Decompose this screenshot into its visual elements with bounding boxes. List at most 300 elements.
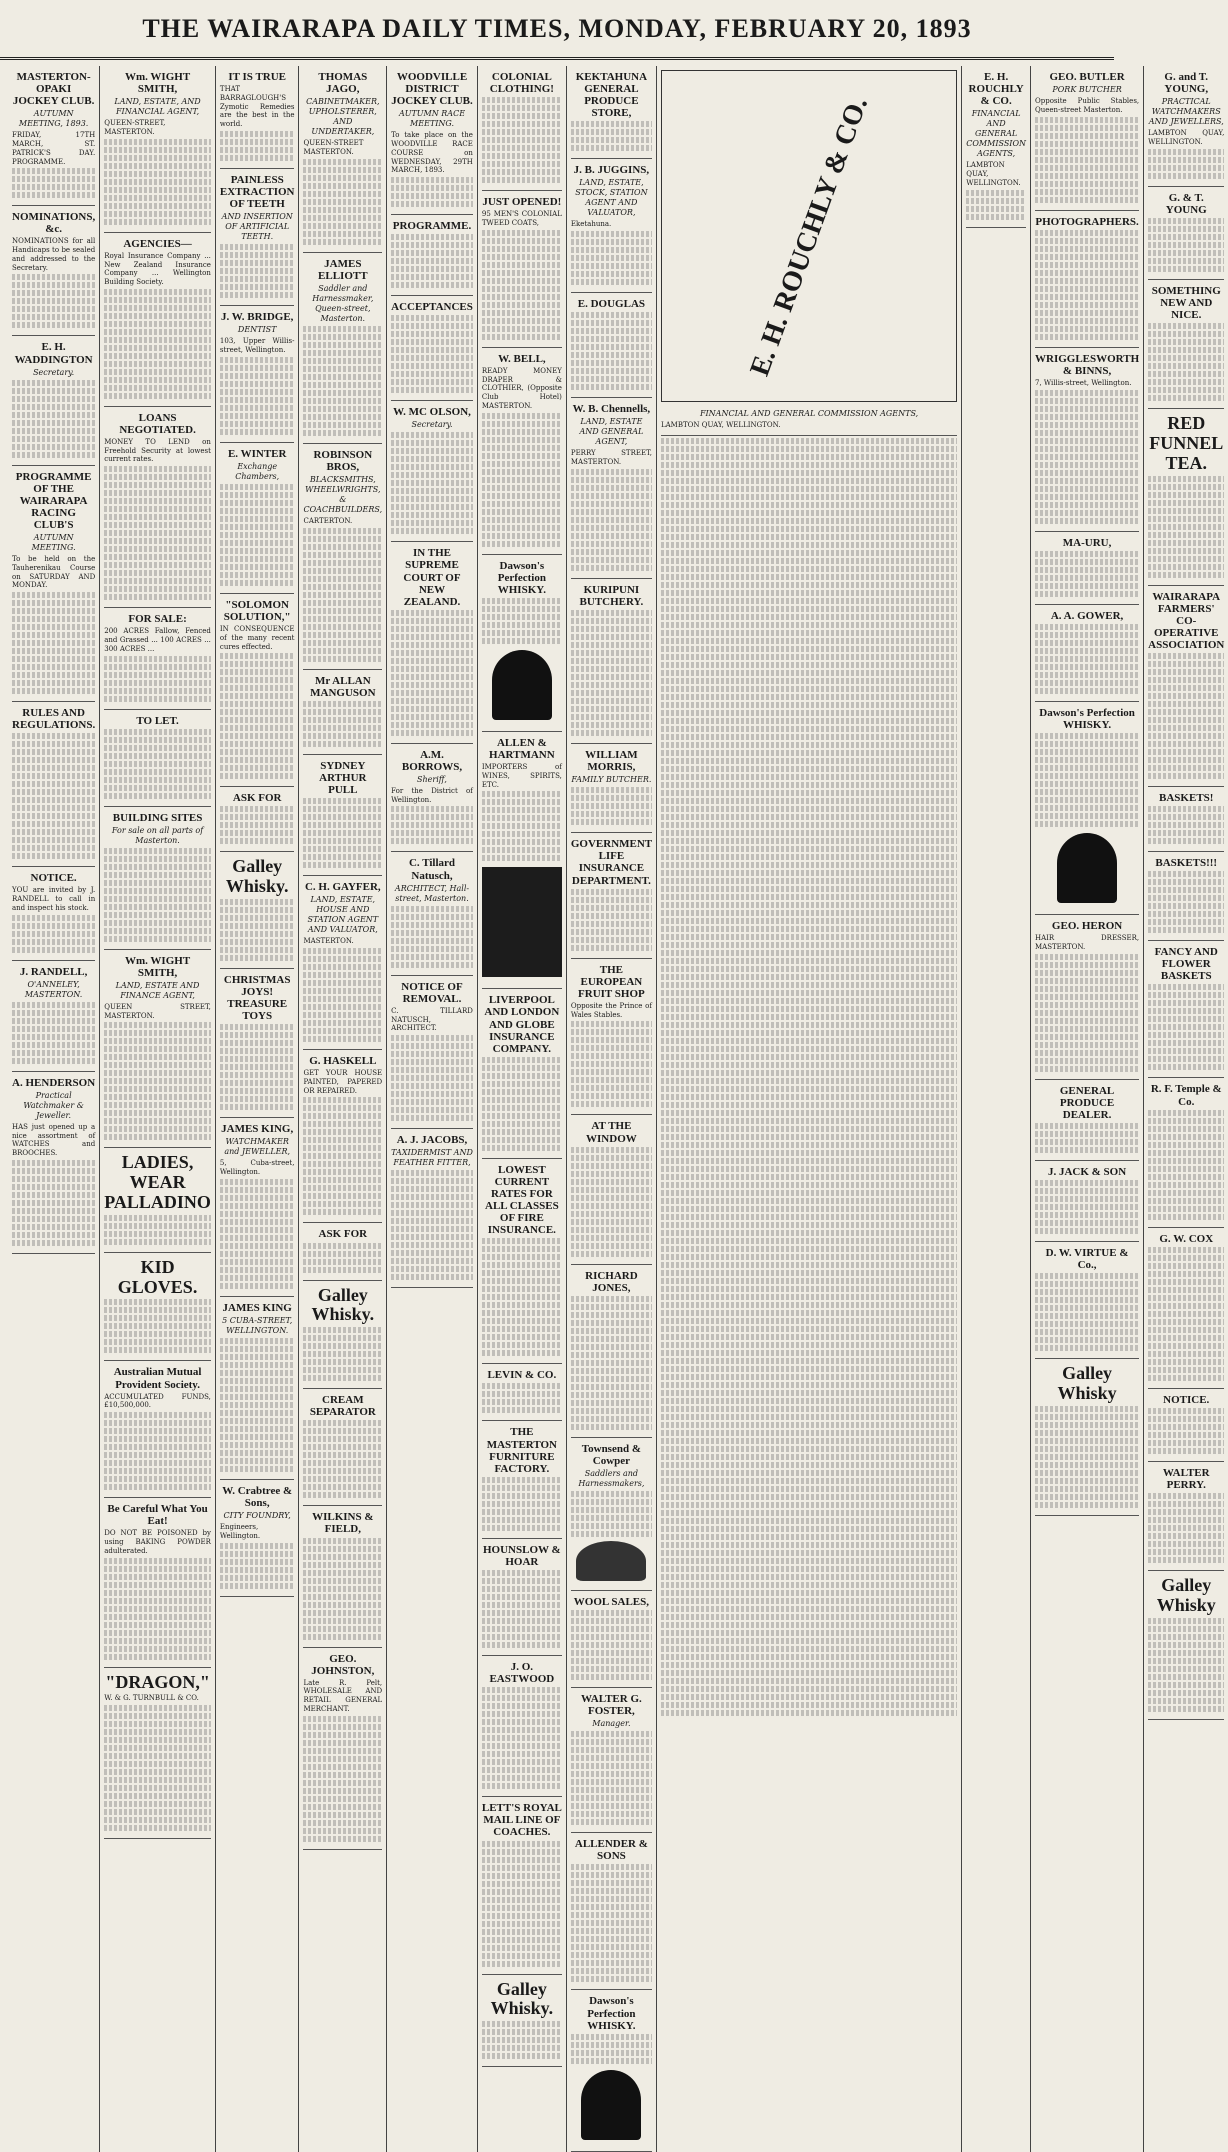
- ad-filler-lines: [1148, 984, 1224, 1070]
- ad-filler-lines: [303, 159, 382, 245]
- ad-title: C. H. GAYFER,: [304, 881, 381, 894]
- ad-title: LEVIN & CO.: [487, 1369, 557, 1382]
- advertisement: [104, 1361, 211, 1498]
- rotated-ad-subtitle: FINANCIAL AND GENERAL COMMISSION AGENTS, LAMBTON QUAY, WELLINGTON.: [661, 406, 957, 436]
- ad-title: LADIES, WEAR PALLADINO: [104, 1152, 211, 1213]
- advertisement: [391, 542, 473, 743]
- ad-filler-lines: [220, 244, 295, 298]
- ad-filler-lines: [1035, 954, 1139, 1072]
- advertisement: [1148, 1389, 1224, 1462]
- ad-title: PAINLESS EXTRACTION OF TEETH: [219, 173, 295, 211]
- ad-body-text: LAMBTON QUAY, WELLINGTON.: [1148, 129, 1225, 146]
- ad-filler-lines: [571, 1021, 652, 1107]
- advertisement: [220, 852, 295, 969]
- advertisement: [482, 555, 562, 732]
- column-7: [567, 66, 657, 2152]
- advertisement: [220, 443, 295, 594]
- ad-title: W. B. Chennells,: [572, 403, 651, 416]
- ad-filler-lines: [571, 121, 652, 151]
- ad-filler-lines: [482, 791, 562, 861]
- ad-filler-lines: [1148, 1110, 1224, 1220]
- ad-filler-lines: [391, 234, 473, 288]
- ad-filler-lines: [391, 610, 473, 736]
- ad-body-text: IMPORTERS of WINES, SPIRITS, ETC.: [481, 763, 562, 789]
- advertisement: [303, 670, 382, 755]
- ad-filler-lines: [571, 1296, 652, 1430]
- ad-filler-lines: [220, 1024, 295, 1110]
- ad-title: G. W. COX: [1159, 1232, 1214, 1245]
- ad-title: WILKINS & FIELD,: [312, 1511, 374, 1536]
- ad-title: JAMES KING: [222, 1301, 292, 1314]
- ad-filler-lines: [104, 466, 211, 600]
- advertisement: [571, 1265, 652, 1438]
- ad-title: TO LET.: [136, 714, 179, 727]
- ad-filler-lines: [966, 190, 1026, 220]
- ad-title: JAMES ELLIOTT: [318, 257, 368, 282]
- ad-subtitle: Practical Watchmaker & Jeweller.: [23, 1090, 84, 1120]
- ad-filler-lines: [104, 1022, 211, 1140]
- ad-title: G. & T. YOUNG: [1165, 191, 1207, 216]
- ad-title: JAMES KING,: [221, 1123, 294, 1136]
- advertisement: [391, 66, 473, 215]
- advertisement: [303, 1050, 382, 1223]
- advertisement: [571, 1115, 652, 1264]
- ad-title: PROGRAMME.: [392, 220, 472, 233]
- advertisement: [1148, 409, 1224, 585]
- ad-title: WALTER PERRY.: [1162, 1466, 1210, 1491]
- ad-filler-lines: [303, 326, 382, 436]
- ad-filler-lines: [220, 1179, 295, 1289]
- ad-filler-lines: [391, 1035, 473, 1121]
- ad-subtitle: Sheriff,: [417, 774, 447, 784]
- ad-subtitle: CABINETMAKER, UPHOLSTERER, AND UNDERTAKER,: [306, 97, 380, 137]
- rotated-advertisement: [661, 70, 957, 402]
- ad-body-text: Opposite the Prince of Wales Stables.: [570, 1001, 652, 1019]
- ad-subtitle: Secretary.: [33, 367, 75, 377]
- column-3: [216, 66, 300, 2152]
- ad-filler-lines: [1148, 218, 1224, 272]
- ad-filler-lines: [571, 610, 652, 736]
- ad-filler-lines: [104, 1412, 211, 1490]
- ad-body-text: HAIR DRESSER, MASTERTON.: [1035, 934, 1140, 951]
- advertisement: [571, 1833, 652, 1990]
- ad-body-text: GET YOUR HOUSE PAINTED, PAPERED OR REPAIRED.: [303, 1069, 383, 1095]
- ad-title: A.M. BORROWS,: [401, 748, 463, 773]
- ad-subtitle: BLACKSMITHS, WHEELWRIGHTS, & COACHBUILDERS,: [303, 475, 383, 515]
- ad-filler-lines: [571, 787, 652, 825]
- ad-filler-lines: [220, 484, 295, 586]
- ad-title: "SOLOMON SOLUTION,": [223, 598, 291, 623]
- ad-title: Wm. WIGHT SMITH,: [124, 71, 191, 96]
- ad-body-text: C. TILLARD NATUSCH, ARCHITECT.: [391, 1006, 473, 1033]
- ad-filler-lines: [12, 168, 95, 198]
- ad-filler-lines: [1148, 653, 1224, 779]
- ad-title: GEO. HERON: [1051, 920, 1123, 932]
- ad-title: WILLIAM MORRIS,: [585, 749, 638, 774]
- ad-title: IT IS TRUE: [228, 71, 287, 83]
- newspaper-title: THE WAIRARAPA DAILY TIMES, MONDAY, FEBRUARY 20, 1893: [142, 13, 972, 43]
- ad-filler-lines: [104, 848, 211, 942]
- ad-title: E. WINTER: [227, 447, 287, 460]
- ad-title: E. H. WADDINGTON: [14, 341, 93, 366]
- advertisement: [220, 1297, 295, 1480]
- ad-title: WAIRARAPA FARMERS' CO-OPERATIVE ASSOCIATION: [1148, 590, 1225, 651]
- ad-title: HOUNSLOW & HOAR: [482, 1543, 561, 1568]
- ad-filler-lines: [104, 1215, 211, 1245]
- ad-title: RED FUNNEL TEA.: [1149, 413, 1224, 473]
- ad-subtitle: LAND, ESTATE, STOCK, STATION AGENT AND VALUATOR,: [575, 178, 648, 218]
- advertisement: [303, 755, 382, 876]
- ad-title: FOR SALE:: [128, 613, 187, 626]
- ad-filler-lines: [482, 1383, 562, 1413]
- ad-filler-lines: [1148, 871, 1224, 933]
- ad-subtitle: PORK BUTCHER: [1052, 85, 1122, 95]
- column-9: [962, 66, 1031, 2152]
- ad-filler-lines: [1148, 323, 1224, 401]
- ad-title: MA-URU,: [1062, 536, 1112, 549]
- ad-subtitle: AUTUMN MEETING.: [31, 533, 76, 553]
- ad-title: CHRISTMAS JOYS! TREASURE TOYS: [223, 973, 291, 1023]
- ad-title: RICHARD JONES,: [585, 1269, 638, 1294]
- ad-title: CREAM SEPARATOR: [309, 1394, 376, 1419]
- ad-filler-lines: [220, 806, 295, 844]
- ad-title: NOTICE.: [30, 872, 77, 885]
- ad-title: PROGRAMME OF THE WAIRARAPA RACING CLUB'S: [15, 470, 92, 532]
- ad-title: J. W. BRIDGE,: [220, 311, 294, 324]
- ad-filler-lines: [571, 312, 652, 390]
- advertisement: [104, 1148, 211, 1252]
- ad-filler-lines: [571, 1491, 652, 1537]
- advertisement: [482, 1539, 562, 1656]
- advertisement: [303, 1223, 382, 1280]
- ad-title: IN THE SUPREME COURT OF NEW ZEALAND.: [403, 547, 461, 608]
- ad-filler-lines: [104, 1299, 211, 1353]
- ad-title: THE EUROPEAN FRUIT SHOP: [578, 963, 645, 1000]
- advertisement: [1148, 586, 1224, 787]
- ad-subtitle: Saddlers and Harnessmakers,: [578, 1469, 645, 1488]
- ad-title: LOWEST CURRENT RATES FOR ALL CLASSES OF FIRE INSURANCE.: [485, 1163, 559, 1237]
- ad-filler-lines: [303, 1243, 382, 1273]
- ad-filler-lines: [391, 1170, 473, 1280]
- ad-title: Galley Whisky: [1057, 1363, 1117, 1403]
- ad-title: J. JACK & SON: [1047, 1165, 1127, 1178]
- ad-title: ASK FOR: [318, 1228, 368, 1241]
- advertisement: [220, 169, 295, 306]
- ad-title: GOVERNMENT LIFE INSURANCE DEPARTMENT.: [570, 838, 653, 887]
- ad-filler-lines: [1148, 149, 1224, 179]
- ad-title: AT THE WINDOW: [586, 1120, 637, 1145]
- ad-body-text: QUEEN-STREET, MASTERTON.: [104, 119, 166, 136]
- advertisement: [391, 744, 473, 853]
- advertisement: [303, 1389, 382, 1506]
- advertisement: [966, 66, 1026, 228]
- ad-subtitle: FINANCIAL AND GENERAL COMMISSION AGENTS,: [966, 109, 1027, 159]
- ad-title: Wm. WIGHT SMITH,: [124, 954, 191, 979]
- ad-filler-lines: [303, 1097, 382, 1215]
- ad-filler-lines: [482, 2021, 562, 2059]
- ad-title: BUILDING SITES: [112, 811, 203, 824]
- ad-body-text: HAS just opened up a nice assortment of WATCHES and BROOCHES.: [12, 1122, 96, 1158]
- advertisement: [1148, 1571, 1224, 1720]
- saddle-illustration: [576, 1541, 646, 1581]
- ad-body-text: IN CONSEQUENCE of the many recent cures effected.: [219, 625, 295, 651]
- advertisement: [571, 293, 652, 398]
- advertisement: [12, 961, 95, 1072]
- ad-filler-lines: [1035, 1273, 1139, 1351]
- ad-filler-lines: [104, 1705, 211, 1831]
- advertisement: [391, 296, 473, 401]
- ad-body-text: 7, Willis-street, Wellington.: [1035, 378, 1132, 387]
- ad-subtitle: WATCHMAKER and JEWELLER,: [224, 1137, 291, 1157]
- advertisement: [482, 989, 562, 1158]
- advertisement: [1035, 532, 1139, 605]
- advertisement: [220, 1118, 295, 1297]
- ad-filler-lines: [303, 528, 382, 662]
- ad-body-text: LAMBTON QUAY, WELLINGTON.: [966, 161, 1021, 187]
- advertisement: [1148, 1228, 1224, 1389]
- ad-filler-lines: [12, 733, 95, 859]
- advertisement: [1035, 348, 1139, 532]
- advertisement: [12, 1072, 95, 1254]
- ad-filler-lines: [303, 948, 382, 1042]
- ad-title: W. MC OLSON,: [393, 406, 471, 419]
- ad-title: Townsend & Cowper: [581, 1442, 641, 1467]
- ad-filler-lines: [482, 413, 562, 547]
- advertisement: [12, 66, 95, 206]
- ad-filler-lines: [12, 274, 95, 328]
- ad-filler-lines: [1148, 1618, 1224, 1712]
- ad-title: MASTERTON-OPAKI JOCKEY CLUB.: [12, 71, 95, 108]
- ad-body-text: CARTERTON.: [303, 517, 353, 526]
- advertisement: [220, 969, 295, 1118]
- ad-filler-lines: [482, 1841, 562, 1967]
- ad-title: COLONIAL CLOTHING!: [489, 71, 554, 96]
- ad-title: A. J. JACOBS,: [396, 1134, 468, 1147]
- ad-subtitle: CITY FOUNDRY,: [223, 1511, 291, 1521]
- advertisement: [104, 233, 211, 407]
- advertisement: [391, 401, 473, 542]
- ad-filler-lines: [1035, 1180, 1139, 1234]
- ad-filler-lines: [482, 1570, 562, 1648]
- ad-title: KID GLOVES.: [117, 1256, 198, 1297]
- advertisement: [104, 407, 211, 608]
- ad-filler-lines: [391, 432, 473, 534]
- ad-title: ROBINSON BROS,: [313, 448, 373, 473]
- ad-filler-lines: [12, 380, 95, 458]
- advertisement: [482, 191, 562, 348]
- ad-filler-lines: [220, 357, 295, 435]
- ad-filler-lines: [571, 231, 652, 285]
- ad-filler-lines: [482, 1238, 562, 1356]
- ad-filler-lines: [482, 1477, 562, 1531]
- advertisement: [482, 1656, 562, 1797]
- advertisement: [482, 66, 562, 191]
- advertisement: [220, 1480, 295, 1597]
- ad-title: Dawson's Perfection WHISKY.: [497, 559, 546, 596]
- ad-subtitle: LAND, ESTATE, AND FINANCIAL AGENT,: [114, 97, 201, 117]
- advertisement: [12, 867, 95, 960]
- advertisement: [12, 702, 95, 867]
- advertisement: [104, 66, 211, 233]
- column-8: [657, 66, 962, 2152]
- ad-title: NOTICE OF REMOVAL.: [401, 980, 463, 1005]
- ad-filler-lines: [1035, 117, 1139, 203]
- advertisement: [571, 159, 652, 293]
- ad-filler-lines: [391, 315, 473, 393]
- ad-filler-lines: [303, 1327, 382, 1381]
- column-6: [478, 66, 567, 2152]
- ad-title: W. Crabtree & Sons,: [222, 1485, 293, 1510]
- ad-title: Galley Whisky.: [311, 1284, 375, 1325]
- ad-subtitle: 5 CUBA-STREET, WELLINGTON.: [222, 1316, 293, 1335]
- advertisement: [220, 787, 295, 852]
- advertisement: [482, 1421, 562, 1538]
- ad-subtitle: TAXIDERMIST AND FEATHER FITTER,: [391, 1148, 473, 1168]
- ad-title: J. O. EASTWOOD: [489, 1661, 555, 1686]
- ad-title: J. B. JUGGINS,: [573, 164, 650, 177]
- advertisement: [303, 1281, 382, 1390]
- advertisement: [303, 876, 382, 1050]
- ad-title: KEKTAHUNA GENERAL PRODUCE STORE,: [575, 71, 648, 120]
- ad-body-text: MONEY TO LEND on Freehold Security at lowest current rates.: [104, 437, 211, 464]
- ad-subtitle: LAND, ESTATE AND FINANCE AGENT,: [115, 980, 200, 1000]
- advertisement: [1035, 702, 1139, 915]
- ad-filler-lines: [571, 2034, 652, 2064]
- ad-filler-lines: [1035, 624, 1139, 694]
- ad-body-text: Engineers, Wellington.: [219, 1523, 261, 1540]
- ad-title: ASK FOR: [232, 792, 282, 805]
- rotated-ad-title: E. H. ROUCHLY & CO.: [744, 92, 874, 380]
- advertisement: [303, 444, 382, 670]
- ad-subtitle: For sale on all parts of Masterton.: [111, 825, 204, 845]
- ad-body-text: Royal Insurance Company ... New Zealand Insurance Company ... Wellington Building Society.: [104, 251, 211, 287]
- ad-subtitle: DENTIST: [237, 325, 277, 335]
- ad-title: WRIGGLESWORTH & BINNS,: [1035, 352, 1140, 377]
- advertisement: [303, 1648, 382, 1850]
- page-columns: [8, 66, 1225, 2096]
- ad-body-text: YOU are invited by J. RANDELL to call in and inspect his stock.: [12, 886, 96, 912]
- ad-title: NOMINATIONS, &c.: [12, 211, 96, 236]
- ad-title: LOANS NEGOTIATED.: [119, 411, 196, 436]
- ad-title: A. A. GOWER,: [1050, 609, 1124, 622]
- ad-title: D. W. VIRTUE & Co.,: [1045, 1246, 1129, 1272]
- ad-filler-lines: [104, 1558, 211, 1660]
- advertisement: [1148, 1078, 1224, 1227]
- ad-title: Be Careful What You Eat!: [107, 1503, 208, 1528]
- advertisement: [391, 852, 473, 975]
- ad-title: G. HASKELL: [309, 1055, 377, 1068]
- ad-filler-lines: [1035, 230, 1139, 340]
- ad-title: RULES AND REGULATIONS.: [12, 707, 96, 732]
- ad-body-text: NOMINATIONS for all Handicaps to be sealed and addressed to the Secretary.: [12, 237, 96, 272]
- ad-subtitle: Exchange Chambers,: [235, 461, 280, 481]
- ad-body-text: FRIDAY, 17TH MARCH, ST. PATRICK'S DAY. PROGRAMME.: [12, 131, 96, 166]
- ad-filler-lines: [220, 131, 295, 161]
- advertisement: [1148, 1462, 1224, 1571]
- bottle-illustration: [482, 867, 562, 977]
- ad-filler-lines: [104, 139, 211, 225]
- ad-body-text: THAT BARRAGLOUGH'S Zymotic Remedies are the best in the world.: [219, 85, 295, 129]
- ad-filler-lines: [12, 1002, 95, 1064]
- advertisement: [12, 336, 95, 465]
- ad-body-text: QUEEN-STREET MASTERTON.: [303, 139, 364, 156]
- ad-title: Galley Whisky.: [490, 1978, 554, 2019]
- ad-body-text: PERRY STREET, MASTERTON.: [570, 449, 652, 467]
- ad-filler-lines: [391, 806, 473, 844]
- ad-filler-lines: [220, 1543, 295, 1589]
- ad-filler-lines: [391, 906, 473, 968]
- ad-filler-lines: [104, 289, 211, 399]
- ad-filler-lines: [303, 701, 382, 747]
- ad-body-text: MASTERTON.: [303, 937, 354, 946]
- ad-title: LIVERPOOL AND LONDON AND GLOBE INSURANCE COMPANY.: [484, 994, 560, 1055]
- advertisement: [104, 1668, 211, 1840]
- ad-body-text: Opposite Public Stables, Queen-street Masterton.: [1035, 97, 1140, 114]
- ad-title: Dawson's Perfection WHISKY.: [587, 1995, 636, 2032]
- advertisement: [571, 833, 652, 958]
- ad-body-text: Late R. Pelt, WHOLESALE AND RETAIL GENERAL MERCHANT.: [303, 1678, 383, 1713]
- ad-subtitle: O'ANNELEY, MASTERTON.: [24, 979, 83, 999]
- ad-title: BASKETS!: [1159, 792, 1214, 805]
- ad-title: G. and T. YOUNG,: [1164, 71, 1209, 96]
- ad-title: E. H. ROUCHLY & CO.: [968, 71, 1024, 108]
- ad-subtitle: Secretary.: [411, 420, 453, 430]
- advertisement: [1035, 1080, 1139, 1161]
- ad-filler-lines: [482, 1057, 562, 1151]
- advertisement: [104, 608, 211, 709]
- ad-filler-lines: [482, 230, 562, 340]
- ad-filler-lines: [1035, 390, 1139, 524]
- ad-title: PHOTOGRAPHERS.: [1035, 215, 1139, 228]
- ad-filler-lines: [1035, 1406, 1139, 1508]
- advertisement: [571, 579, 652, 744]
- ad-title: Mr ALLAN MANGUSON: [310, 674, 376, 699]
- ad-title: NOTICE.: [1163, 1393, 1210, 1406]
- ad-body-text: W. & G. TURNBULL & CO.: [104, 1694, 199, 1703]
- advertisement: [391, 1129, 473, 1288]
- ad-filler-lines: [1035, 551, 1139, 597]
- ad-title: THOMAS JAGO,: [318, 71, 368, 96]
- whisky-bottle-illustration: [1057, 833, 1117, 903]
- ad-body-text: 200 ACRES Fallow, Fenced and Grassed ... 100 ACRES ... 300 ACRES ...: [104, 627, 211, 653]
- advertisement: [220, 306, 295, 443]
- ad-filler-lines: [482, 97, 562, 183]
- ad-subtitle: Manager.: [592, 1719, 631, 1729]
- ad-title: W. BELL,: [498, 352, 546, 365]
- ad-title: GEO. BUTLER: [1049, 71, 1125, 83]
- ad-filler-lines: [1148, 1493, 1224, 1563]
- ad-filler-lines: [1035, 733, 1139, 827]
- advertisement: [571, 959, 652, 1116]
- advertisement: [220, 66, 295, 169]
- ad-title: R. F. Temple & Co.: [1150, 1083, 1222, 1108]
- ad-title: WALTER G. FOSTER,: [581, 1693, 642, 1718]
- advertisement: [1148, 941, 1224, 1078]
- advertisement: [1035, 1161, 1139, 1242]
- ad-filler-lines: [220, 653, 295, 779]
- column-11: [1144, 66, 1228, 2152]
- ad-filler-lines: [303, 1538, 382, 1640]
- whisky-bottle-illustration: [581, 2070, 641, 2140]
- ad-body-text: Eketahuna.: [570, 220, 612, 229]
- column-filler-text: [661, 438, 957, 1716]
- ad-body-text: QUEEN STREET, MASTERTON.: [104, 1002, 211, 1020]
- ad-filler-lines: [482, 1687, 562, 1789]
- ad-title: "DRAGON,": [105, 1671, 210, 1692]
- ad-title: LETT'S ROYAL MAIL LINE OF COACHES.: [481, 1802, 562, 1839]
- ad-filler-lines: [12, 915, 95, 953]
- advertisement: [571, 744, 652, 833]
